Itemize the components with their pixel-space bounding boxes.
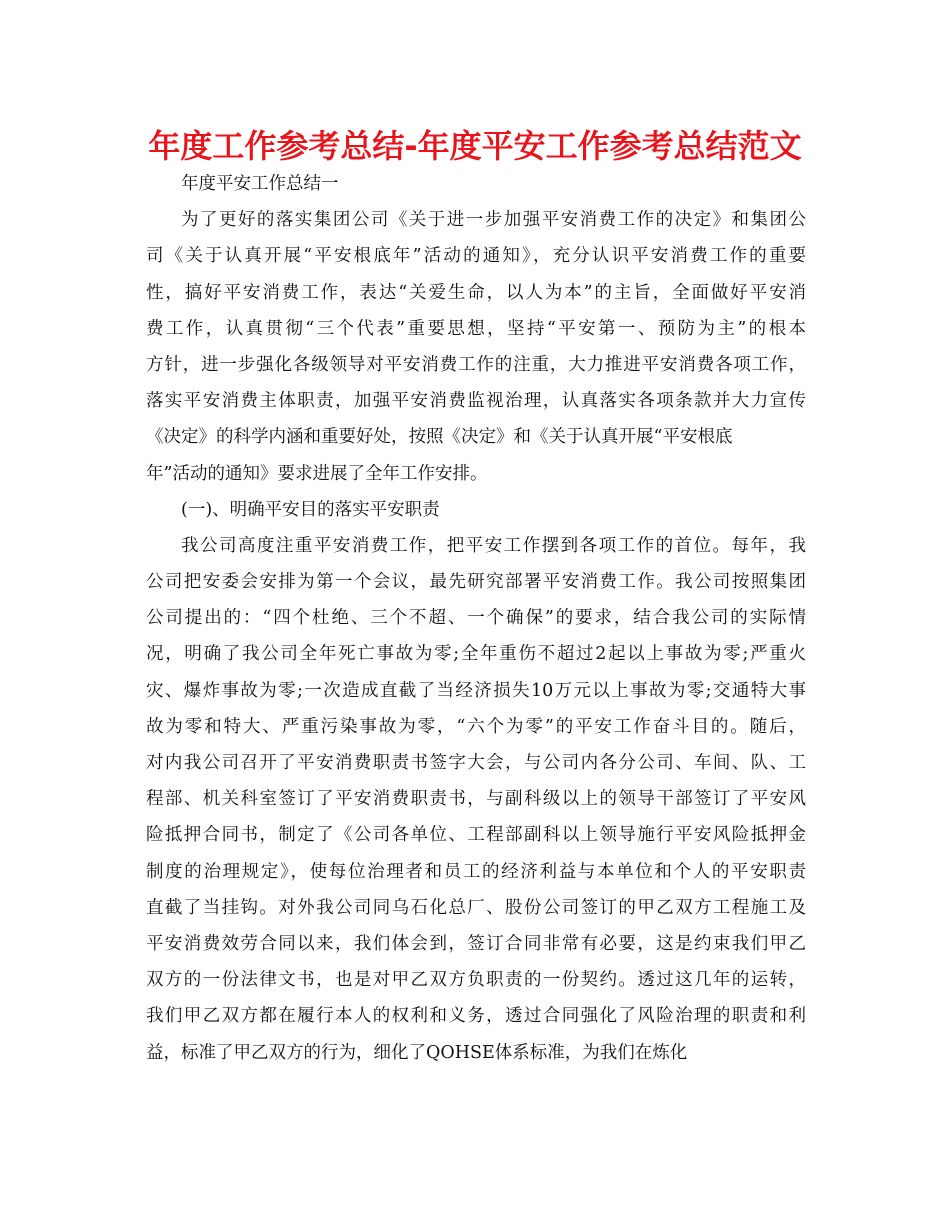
- text-line: 性，搞好平安消费工作，表达“关爱生命，以人为本”的主旨，全面做好平安消: [146, 282, 806, 303]
- text-line: 对内我公司召开了平安消费职责书签字大会，与公司内各分公司、车间、队、工: [146, 753, 806, 773]
- text-line: 费工作，认真贯彻“三个代表”重要思想，坚持“平安第一、预防为主”的根本: [146, 318, 806, 339]
- text-line: 益，标准了甲乙双方的行为，细化了QOHSE体系标准，为我们在炼化: [146, 1042, 688, 1063]
- text-line: 年”活动的通知》要求进展了全年工作安排。: [146, 463, 488, 484]
- text-line: 方针，进一步强化各级领导对平安消费工作的注重，大力推进平安消费各项工作，: [146, 354, 806, 375]
- text-line: 平安消费效劳合同以来，我们体会到，签订合同非常有必要，这是约束我们甲乙: [146, 933, 806, 954]
- text-line: 险抵押合同书，制定了《公司各单位、工程部副科以上领导施行平安风险抵押金: [146, 825, 806, 846]
- text-line: 况，明确了我公司全年死亡事故为零;全年重伤不超过2起以上事故为零;严重火: [146, 644, 806, 665]
- text-line: 程部、机关科室签订了平安消费职责书，与副科级以上的领导干部签订了平安风: [146, 789, 806, 810]
- text-line: 我们甲乙双方都在履行本人的权利和义务，透过合同强化了风险治理的职责和利: [146, 1006, 806, 1027]
- text-line: 故为零和特大、严重污染事故为零，“六个为零”的平安工作奋斗目的。随后，: [146, 716, 806, 737]
- text-line: 落实平安消费主体职责，加强平安消费监视治理，认真落实各项条款并大力宣传: [146, 391, 806, 412]
- text-line: 公司把安委会安排为第一个会议，最先研究部署平安消费工作。我公司按照集团: [146, 572, 806, 593]
- text-line: 制度的治理规定》，使每位治理者和员工的经济利益与本单位和个人的平安职责: [146, 861, 806, 882]
- text-line: 我公司高度注重平安消费工作，把平安工作摆到各项工作的首位。每年，我: [181, 535, 806, 556]
- text-line: 双方的一份法律文书，也是对甲乙双方负职责的一份契约。透过这几年的运转，: [146, 970, 806, 991]
- document-title: 年度工作参考总结-年度平安工作参考总结范文: [148, 127, 802, 165]
- document-body: [146, 166, 806, 1071]
- text-line: 《决定》的科学内涵和重要好处，按照《决定》和《关于认真开展“平安根底: [146, 427, 733, 448]
- text-line: 直截了当挂钩。对外我公司同乌石化总厂、股份公司签订的甲乙双方工程施工及: [146, 897, 806, 918]
- text-line: 公司提出的：“四个杜绝、三个不超、一个确保”的要求，结合我公司的实际情: [146, 608, 806, 629]
- text-line: 灾、爆炸事故为零;一次造成直截了当经济损失10万元以上事故为零;交通特大事: [146, 680, 806, 701]
- text-line: (一)、明确平安目的落实平安职责: [181, 499, 440, 520]
- text-line: 司《关于认真开展“平安根底年”活动的通知》，充分认识平安消费工作的重要: [146, 246, 806, 267]
- text-line: 年度平安工作总结一: [181, 174, 339, 194]
- text-line: 为了更好的落实集团公司《关于进一步加强平安消费工作的决定》和集团公: [181, 210, 806, 231]
